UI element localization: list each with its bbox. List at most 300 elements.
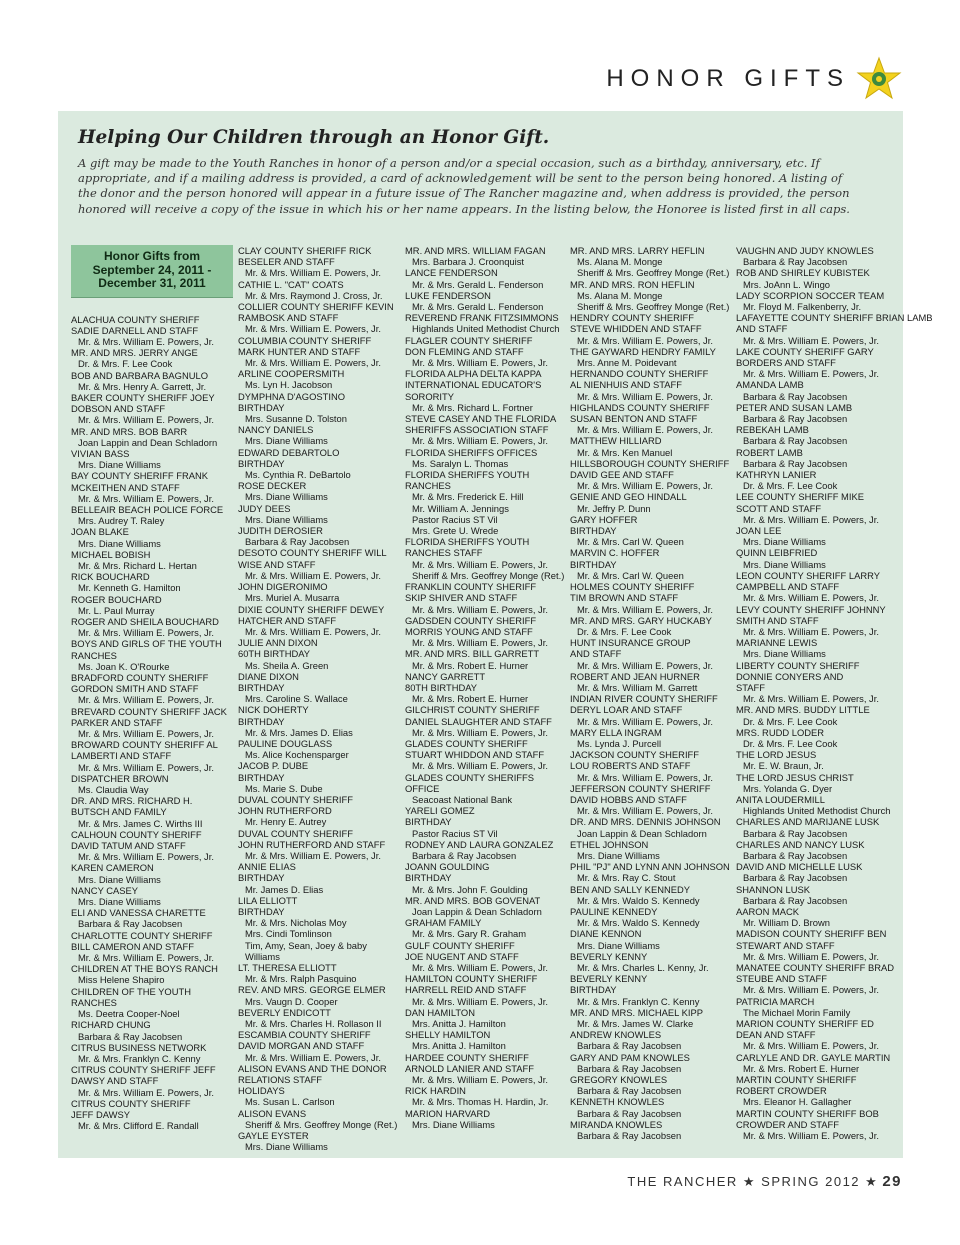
honoree-name: AMANDA LAMB [736,379,804,391]
honoree-name: INTERNATIONAL EDUCATOR'S [405,379,542,391]
honoree-name: JULIE ANN DIXON [238,637,318,649]
donor-name: Mrs. Anitta J. Hamilton [412,1018,506,1030]
donor-name: Mr. & Mrs. William E. Powers, Jr. [743,693,879,705]
honoree-name: NICK DOHERTY [238,704,309,716]
donor-name: Mr. & Mrs. William E. Powers, Jr. [412,1074,548,1086]
listing-column-1 [71,245,233,1131]
donor-name: Sheriff & Mrs. Geoffrey Monge (Ret.) [245,1118,398,1130]
donor-name: Sheriff & Mrs. Geoffrey Monge (Ret.) [577,301,730,313]
donor-name: Mrs. Yolanda G. Dyer [743,782,833,794]
honoree-name: JEFFERSON COUNTY SHERIFF [570,782,711,794]
honoree-name: BIRTHDAY [238,872,285,884]
donor-name: Mr. & Mrs. William E. Powers, Jr. [577,390,713,402]
honoree-name: AND STAFF [570,648,622,660]
honoree-name: RANCHES [71,649,117,661]
honoree-name: LIBERTY COUNTY SHERIFF [736,659,860,671]
honoree-name: LILA ELLIOTT [238,894,298,906]
honoree-name: AARON MACK [736,905,800,917]
donor-name: Ms. Alice Kochensparger [245,749,349,761]
honoree-name: NANCY DANIELS [238,424,314,436]
honoree-name: ROGER BOUCHARD [71,593,162,605]
honoree-name: CITRUS COUNTY SHERIFF [71,1097,191,1109]
donor-name: Mrs. Diane Williams [743,648,826,660]
honoree-name: BIRTHDAY [570,984,617,996]
honoree-name: BIRTHDAY [405,816,452,828]
honoree-name: DOBSON AND STAFF [71,403,166,415]
donor-name: Mr. & Mrs. William E. Powers, Jr. [78,335,214,347]
donor-name: Mr. & Mrs. William M. Garrett [577,681,698,693]
donor-name: Barbara & Ray Jacobsen [743,849,848,861]
honoree-name: MCKEITHEN AND STAFF [71,481,180,493]
honoree-name: MARTIN COUNTY SHERIFF [736,1074,857,1086]
donor-name: Mr. L. Paul Murray [78,604,155,616]
honoree-name: QUINN LEIBFRIED [736,547,818,559]
footer-publication: THE RANCHER ★ SPRING 2012 ★ [627,1174,879,1189]
donor-name: Mrs. Vaugn D. Cooper [245,995,338,1007]
honoree-name: DANIEL SLAUGHTER AND STAFF [405,715,552,727]
honoree-name: GARY HOFFER [570,513,638,525]
donor-name: Mrs. Cindi Tomlinson [245,928,332,940]
donor-name: Mr. & Mrs. William E. Powers, Jr. [743,592,879,604]
donor-name: Ms. Joan K. O'Rourke [78,660,170,672]
honoree-name: MIRANDA KNOWLES [570,1118,663,1130]
honoree-name: BAKER COUNTY SHERIFF JOEY [71,391,215,403]
donor-name: Mr. & Mrs. Gerald L. Fenderson [412,278,544,290]
honoree-name: ROBERT LAMB [736,446,803,458]
donor-name: Barbara & Ray Jacobsen [577,1130,682,1142]
honoree-name: OFFICE [405,782,440,794]
donor-name: Barbara & Ray Jacobsen [412,849,517,861]
donor-name: Mr. & Mrs. William E. Powers, Jr. [577,659,713,671]
honoree-name: JACKSON COUNTY SHERIFF [570,749,700,761]
donor-name: Mrs. Diane Williams [577,849,660,861]
honoree-name: MARIANNE LEWIS [736,637,818,649]
honoree-name: STEVE CASEY AND THE FLORIDA [405,413,557,425]
honoree-name: LEVY COUNTY SHERIFF JOHNNY [736,603,886,615]
honoree-name: STUART WHIDDON AND STAFF [405,749,545,761]
honoree-name: ARNOLD LANIER AND STAFF [405,1062,535,1074]
donor-name: Dr. & Mrs. F. Lee Cook [577,625,672,637]
donor-name: Ms. Alana M. Monge [577,256,663,268]
donor-name: Mrs. Diane Williams [245,435,328,447]
donor-name: Mr. & Mrs. Charles H. Rollason II [245,1018,382,1030]
honoree-name: JACOB P. DUBE [238,760,309,772]
intro-text: A gift may be made to the Youth Ranches in honor of a person and/or a special occasion, such as a birthday, anniversary, etc. If appropriate, and if a mailing address is provided, a card of acknowledgement will be sent to the person being honored. A listing of the donor and the person honored will appear in a future issue of The Rancher magazine and, when address is provided, the person honored will receive a copy of the issue in which his or her name appears. In the listing below, the Honoree is listed first in all caps. [78,156,850,216]
donor-name: Sheriff & Mrs. Geoffrey Monge (Ret.) [577,267,730,279]
donor-name: Ms. Sheila A. Green [245,659,329,671]
honoree-name: NANCY CASEY [71,884,139,896]
honoree-name: MARION COUNTY SHERIFF ED [736,1018,874,1030]
donor-name: Mr. & Mrs. Waldo S. Kennedy [577,894,700,906]
honoree-name: MRS. RUDD LODER [736,726,825,738]
honoree-name: BEVERLY ENDICOTT [238,1006,331,1018]
donor-name: Mr. & Mrs. Gary R. Graham [412,928,527,940]
donor-name: Mr. & Mrs. Carl W. Queen [577,536,684,548]
honoree-name: GLADES COUNTY SHERIFFS [405,771,535,783]
donor-name: Mr. & Mrs. William E. Powers, Jr. [412,637,548,649]
donor-name: Mrs. Diane Williams [412,1118,495,1130]
honoree-name: WISE AND STAFF [238,558,316,570]
honoree-name: BOB AND BARBARA BAGNULO [71,369,209,381]
honoree-name: BUTSCH AND FAMILY [71,806,167,818]
honoree-name: FLORIDA SHERIFFS YOUTH [405,469,530,481]
honoree-name: HAMILTON COUNTY SHERIFF [405,973,538,985]
donor-name: Mr. & Mrs. William E. Powers, Jr. [245,357,381,369]
donor-name: Pastor Racius ST Vil [412,827,498,839]
honoree-name: RAMBOSK AND STAFF [238,312,339,324]
honoree-name: CHILDREN AT THE BOYS RANCH [71,963,218,975]
honoree-name: DIANE KENNON [570,928,642,940]
donor-name: Mr. Kenneth G. Hamilton [78,582,181,594]
honoree-name: JOAN BLAKE [71,526,129,538]
honoree-name: DERYL LOAR AND STAFF [570,704,683,716]
honoree-name: LOU ROBERTS AND STAFF [570,760,691,772]
honoree-name: JUDITH DEROSIER [238,525,323,537]
honoree-name: LAKE COUNTY SHERIFF GARY [736,345,874,357]
donor-name: Mr. & Mrs. Clifford E. Randall [78,1120,199,1132]
honoree-name: LADY SCORPION SOCCER TEAM [736,289,885,301]
donor-name: Barbara & Ray Jacobsen [743,413,848,425]
honoree-name: RANCHES STAFF [405,547,483,559]
honoree-name: BIRTHDAY [238,715,285,727]
youth-ranches-star-logo-icon [856,56,902,102]
donor-name: Mrs. Diane Williams [743,536,826,548]
honoree-name: MORRIS YOUNG AND STAFF [405,625,533,637]
donor-name: Barbara & Ray Jacobsen [577,1085,682,1097]
honoree-name: BRADFORD COUNTY SHERIFF [71,672,209,683]
donor-name: Barbara & Ray Jacobsen [78,918,183,930]
honoree-name: MR. AND MRS. BUDDY LITTLE [736,704,870,716]
honoree-name: MARTIN COUNTY SHERIFF BOB [736,1107,879,1119]
honoree-name: FRANKLIN COUNTY SHERIFF [405,581,537,593]
honoree-name: COLLIER COUNTY SHERIFF KEVIN [238,301,394,313]
honoree-name: GLADES COUNTY SHERIFF [405,737,528,749]
honoree-name: MICHAEL BOBISH [71,548,151,560]
donor-name: Mrs. Barbara J. Croonquist [412,256,525,268]
donor-name: Mr. & Mrs. Ralph Pasquino [245,973,357,985]
honoree-name: YARELI GOMEZ [405,805,475,817]
donor-name: Mr. & Mrs. William E. Powers, Jr. [78,851,214,863]
honoree-name: MARY ELLA INGRAM [570,726,662,738]
donor-name: Mr. & Mrs. Carl W. Queen [577,569,684,581]
donor-name: Ms. Marie S. Dube [245,782,323,794]
honoree-name: BOYS AND GIRLS OF THE YOUTH [71,638,222,650]
honoree-name: RANCHES [71,996,117,1008]
honoree-name: ALACHUA COUNTY SHERIFF [71,313,200,325]
honoree-name: CHARLES AND MARIJANE LUSK [736,816,880,828]
honoree-name: CARLYLE AND DR. GAYLE MARTIN [736,1051,891,1063]
honoree-name: MANATEE COUNTY SHERIFF BRAD [736,962,895,973]
honoree-name: DAVID GEE AND STAFF [570,469,674,481]
donor-name: Barbara & Ray Jacobsen [743,457,848,469]
donor-name: Dr. & Mrs. F. Lee Cook [743,715,838,727]
donor-name: Mr. & Mrs. William E. Powers, Jr. [245,625,381,637]
honoree-name: RICHARD CHUNG [71,1019,151,1031]
listing-column-3 [405,245,567,1130]
honoree-name: SKIP SHIVER AND STAFF [405,592,518,604]
donor-name: Mr. & Mrs. Henry A. Garrett, Jr. [78,380,207,392]
donor-name: Mr. & Mrs. Franklyn C. Kenny [78,1052,201,1064]
honoree-name: HERNANDO COUNTY SHERIFF [570,368,709,380]
donor-name: Mr. & Mrs. William E. Powers, Jr. [577,603,713,615]
honoree-name: CHILDREN OF THE YOUTH [71,985,191,997]
honoree-name: BILL CAMERON AND STAFF [71,940,194,952]
donor-name: Mr. & Mrs. William E. Powers, Jr. [245,569,381,581]
donor-name: Ms. Lynda J. Purcell [577,737,662,749]
honoree-name: BIRTHDAY [238,905,285,917]
donor-name: Mr. & Mrs. William E. Powers, Jr. [743,368,879,380]
honoree-name: STEVE WHIDDEN AND STAFF [570,323,702,335]
honoree-name: CITRUS BUSINESS NETWORK [71,1041,207,1053]
honoree-name: MADISON COUNTY SHERIFF BEN [736,928,887,940]
donor-name: Mr. & Mrs. William E. Powers, Jr. [577,424,713,436]
honoree-name: CATHIE L. "CAT" COATS [238,278,344,290]
donor-name: Joan Lappin and Dean Schladorn [78,436,218,448]
honoree-name: PAULINE DOUGLASS [238,737,333,749]
honoree-name: GILCHRIST COUNTY SHERIFF [405,704,540,716]
honoree-name: BIRTHDAY [238,681,285,693]
honoree-name: PATRICIA MARCH [736,995,815,1007]
donor-name: Mr. & Mrs. Richard L. Fortner [412,401,533,413]
honoree-name: BIRTHDAY [570,525,617,537]
donor-name: Ms. Susan L. Carlson [245,1096,335,1108]
donor-name: Mrs. Audrey T. Raley [78,515,165,527]
honoree-name: NANCY GARRETT [405,670,486,682]
donor-name: Mrs. Diane Williams [245,1141,328,1153]
honoree-name: FLAGLER COUNTY SHERIFF [405,334,533,346]
honoree-name: DYMPHNA D'AGOSTINO [238,390,346,402]
donor-name: Barbara & Ray Jacobsen [743,256,848,268]
honoree-name: GREGORY KNOWLES [570,1074,668,1086]
honoree-name: EDWARD DEBARTOLO [238,446,340,458]
honoree-name: GRAHAM FAMILY [405,917,482,929]
page-footer [627,1173,902,1190]
honoree-name: BIRTHDAY [238,457,285,469]
donor-name: Mr. & Mrs. Gerald L. Fenderson [412,301,544,313]
honoree-name: JOAN LEE [736,525,782,537]
donor-name: Mr. & Mrs. William E. Powers, Jr. [577,334,713,346]
honoree-name: HOLIDAYS [238,1085,285,1097]
honoree-name: MR. AND MRS. LARRY HEFLIN [570,245,705,256]
donor-name: Mr. & Mrs. Robert E. Hurner [412,693,529,705]
donor-name: Highlands United Methodist Church [412,323,560,335]
donor-name: Mr. & Mrs. James W. Clarke [577,1018,694,1030]
honoree-name: BESELER AND STAFF [238,256,335,268]
honoree-name: HATCHER AND STAFF [238,614,337,626]
honoree-name: JUDY DEES [238,502,291,514]
donor-name: Mr. & Mrs. William E. Powers, Jr. [245,323,381,335]
date-range-box: Honor Gifts from September 24, 2011 - December 31, 2011 [71,245,233,298]
honoree-name: DON FLEMING AND STAFF [405,345,524,357]
donor-name: Mr. & Mrs. William E. Powers, Jr. [743,513,879,525]
donor-name: Mr. & Mrs. William E. Powers, Jr. [743,950,879,962]
honoree-name: DAVID HOBBS AND STAFF [570,793,687,805]
donor-name: Mrs. Diane Williams [78,537,161,549]
section-title: HONOR GIFTS [606,65,850,92]
honoree-name: HARDEE COUNTY SHERIFF [405,1051,529,1063]
honoree-name: GAYLE EYSTER [238,1130,309,1142]
honoree-name: LT. THERESA ELLIOTT [238,962,337,973]
honoree-name: RICK HARDIN [405,1085,466,1097]
donor-name: Mr. & Mrs. William E. Powers, Jr. [577,805,713,817]
honoree-name: DUVAL COUNTY SHERIFF [238,793,353,805]
honoree-name: ALISON EVANS AND THE DONOR [238,1062,387,1074]
honoree-name: MR. AND MRS. RON HEFLIN [570,278,695,290]
honoree-name: MR. AND MRS. JERRY ANGE [71,347,198,359]
donor-name: Mr. & Mrs. William E. Powers, Jr. [78,728,214,740]
donor-name: Mr. & Mrs. James D. Elias [245,726,353,738]
donor-name: Mr. & Mrs. Ray C. Stout [577,872,676,884]
honoree-name: KATHRYN LANIER [736,469,817,481]
honoree-name: ELI AND VANESSA CHARETTE [71,907,206,919]
honoree-name: JOHN RUTHERFORD AND STAFF [238,838,386,850]
honoree-name: MR. AND MRS. BILL GARRETT [405,648,540,660]
honoree-name: 80TH BIRTHDAY [405,681,478,693]
honoree-name: SHERIFFS ASSOCIATION STAFF [405,424,549,436]
honoree-name: STEWART AND STAFF [736,939,835,951]
honoree-name: HIGHLANDS COUNTY SHERIFF [570,401,710,413]
donor-name: Williams [245,950,280,962]
honoree-name: ROB AND SHIRLEY KUBISTEK [736,267,870,279]
donor-name: Dr. & Mrs. F. Lee Cook [743,480,838,492]
honoree-name: DUVAL COUNTY SHERIFF [238,827,353,839]
honoree-name: REV. AND MRS. GEORGE ELMER [238,984,386,996]
donor-name: Mr. & Mrs. William E. Powers, Jr. [245,267,381,279]
donor-name: Mr. & Mrs. William E. Powers, Jr. [412,995,548,1007]
honoree-name: JOE NUGENT AND STAFF [405,950,519,962]
donor-name: Mr. & Mrs. William E. Powers, Jr. [245,849,381,861]
donor-name: Mrs. Muriel A. Musarra [245,592,340,604]
honoree-name: BIRTHDAY [238,401,285,413]
donor-name: Mrs. Caroline S. Wallace [245,693,348,705]
honoree-name: GORDON SMITH AND STAFF [71,683,199,695]
donor-name: Tim, Amy, Sean, Joey & baby [245,939,367,951]
honoree-name: REVEREND FRANK FITZSIMMONS [405,312,559,324]
honoree-name: DAVID TATUM AND STAFF [71,840,186,852]
honoree-name: PETER AND SUSAN LAMB [736,401,853,413]
donor-name: Seacoast National Bank [412,793,513,805]
donor-name: Mr. & Mrs. Raymond J. Cross, Jr. [245,289,383,301]
honoree-name: DAN HAMILTON [405,1006,475,1018]
honoree-name: PHIL "PJ" AND LYNN ANN JOHNSON [570,861,730,873]
donor-name: Mr. Floyd M. Falkenberry, Jr. [743,301,862,313]
donor-name: Highlands United Methodist Church [743,805,891,817]
honoree-name: BEN AND SALLY KENNEDY [570,883,691,895]
honoree-name: DESOTO COUNTY SHERIFF WILL [238,547,387,559]
donor-name: Ms. Saralyn L. Thomas [412,457,509,469]
donor-name: Mr. & Mrs. Nicholas Moy [245,917,347,929]
honoree-name: HUNT INSURANCE GROUP [570,637,691,649]
donor-name: Mrs. Diane Williams [577,939,660,951]
honoree-name: TIM BROWN AND STAFF [570,592,679,604]
honoree-name: LAMBERTI AND STAFF [71,750,172,762]
honoree-name: ROBERT AND JEAN HURNER [570,670,700,682]
honoree-name: RODNEY AND LAURA GONZALEZ [405,838,554,850]
honoree-name: MARION HARVARD [405,1107,491,1119]
donor-name: Mrs. Diane Williams [78,873,161,885]
honoree-name: MR. AND MRS. BOB GOVENAT [405,894,541,906]
donor-name: Mrs. Diane Williams [743,558,826,570]
donor-name: Dr. & Mrs. F. Lee Cook [78,358,173,370]
donor-name: Ms. Cynthia R. DeBartolo [245,469,351,481]
honoree-name: ANNIE ELIAS [238,861,296,873]
donor-name: Mr. & Mrs. William E. Powers, Jr. [743,1040,879,1052]
honoree-name: ROGER AND SHEILA BOUCHARD [71,615,219,627]
donor-name: Mrs. Anitta J. Hamilton [412,1040,506,1052]
honoree-name: BORDERS AND STAFF [736,357,836,369]
intro-title: Helping Our Children through an Honor Gift. [78,127,550,148]
donor-name: Mr. & Mrs. William E. Powers, Jr. [412,726,548,738]
honoree-name: ESCAMBIA COUNTY SHERIFF [238,1029,371,1041]
honoree-name: JEFF DAWSY [71,1108,131,1120]
donor-name: Dr. & Mrs. F. Lee Cook [743,737,838,749]
donor-name: Mr. & Mrs. William E. Powers, Jr. [743,1130,879,1142]
donor-name: Mrs. Susanne D. Tolston [245,413,347,425]
honoree-name: CAMPBELL AND STAFF [736,581,840,593]
donor-name: Ms. Lyn H. Jacobson [245,379,333,391]
donor-name: Mrs. Eleanor H. Gallagher [743,1096,852,1108]
honoree-name: COLUMBIA COUNTY SHERIFF [238,334,372,346]
honoree-name: MR. AND MRS. BOB BARR [71,425,188,437]
donor-name: Barbara & Ray Jacobsen [245,536,350,548]
honoree-name: DIXIE COUNTY SHERIFF DEWEY [238,603,385,615]
honoree-name: SUSAN BENTON AND STAFF [570,413,698,425]
honoree-name: HARRELL REID AND STAFF [405,984,527,996]
honoree-name: REBEKAH LAMB [736,424,809,436]
honoree-name: HILLSBOROUGH COUNTY SHERIFF [570,457,730,469]
honoree-name: RANCHES [405,480,451,492]
honoree-name: MR. AND MRS. GARY HUCKABY [570,614,712,626]
donor-name: Mr. & Mrs. Robert E. Hurner [743,1062,860,1074]
donor-name: Barbara & Ray Jacobsen [743,390,848,402]
donor-name: Ms. Alana M. Monge [577,289,663,301]
honoree-name: LAFAYETTE COUNTY SHERIFF BRIAN LAMB [736,312,933,324]
donor-name: Mr. & Mrs. William E. Powers, Jr. [78,1086,214,1098]
donor-name: Mr. & Mrs. William E. Powers, Jr. [577,715,713,727]
honoree-name: VIVIAN BASS [71,447,130,459]
donor-name: Mr. James D. Elias [245,883,324,895]
honoree-name: CLAY COUNTY SHERIFF RICK [238,245,372,256]
donor-name: Mr. & Mrs. Franklyn C. Kenny [577,995,700,1007]
donor-name: Mr. & Mrs. William E. Powers, Jr. [412,760,548,772]
honoree-name: ARLINE COOPERSMITH [238,368,345,380]
honoree-name: JOHN RUTHERFORD [238,805,332,817]
donor-name: Sheriff & Mrs. Geoffrey Monge (Ret.) [412,569,565,581]
donor-name: Joan Lappin & Dean Schladorn [577,827,707,839]
honoree-name: BEVERLY KENNY [570,973,648,985]
honoree-name: RICK BOUCHARD [71,571,150,583]
honoree-name: FLORIDA SHERIFFS YOUTH [405,536,530,548]
honoree-name: BELLEAIR BEACH POLICE FORCE [71,503,224,515]
donor-name: Mr. & Mrs. William E. Powers, Jr. [78,414,214,426]
donor-name: Mr. & Mrs. William E. Powers, Jr. [412,603,548,615]
donor-name: Mr. & Mrs. William E. Powers, Jr. [78,627,214,639]
honoree-name: MR. AND MRS. MICHAEL KIPP [570,1006,704,1018]
honoree-name: MR. AND MRS. WILLIAM FAGAN [405,245,546,256]
honoree-name: BREVARD COUNTY SHERIFF JACK [71,705,227,717]
donor-name: Mr. & Mrs. William E. Powers, Jr. [78,492,214,504]
honoree-name: ANITA LOUDERMILL [736,793,825,805]
honoree-name: SMITH AND STAFF [736,614,819,626]
donor-name: Ms. Claudia Way [78,784,149,796]
honoree-name: THE GAYWARD HENDRY FAMILY [570,345,716,357]
donor-name: Mr. & Mrs. John F. Goulding [412,883,528,895]
honoree-name: BIRTHDAY [405,872,452,884]
donor-name: Mr. & Mrs. William E. Powers, Jr. [78,694,214,706]
honor-gifts-panel [58,111,933,1158]
donor-name: Miss Helene Shapiro [78,974,165,986]
donor-name: Barbara & Ray Jacobsen [743,894,848,906]
